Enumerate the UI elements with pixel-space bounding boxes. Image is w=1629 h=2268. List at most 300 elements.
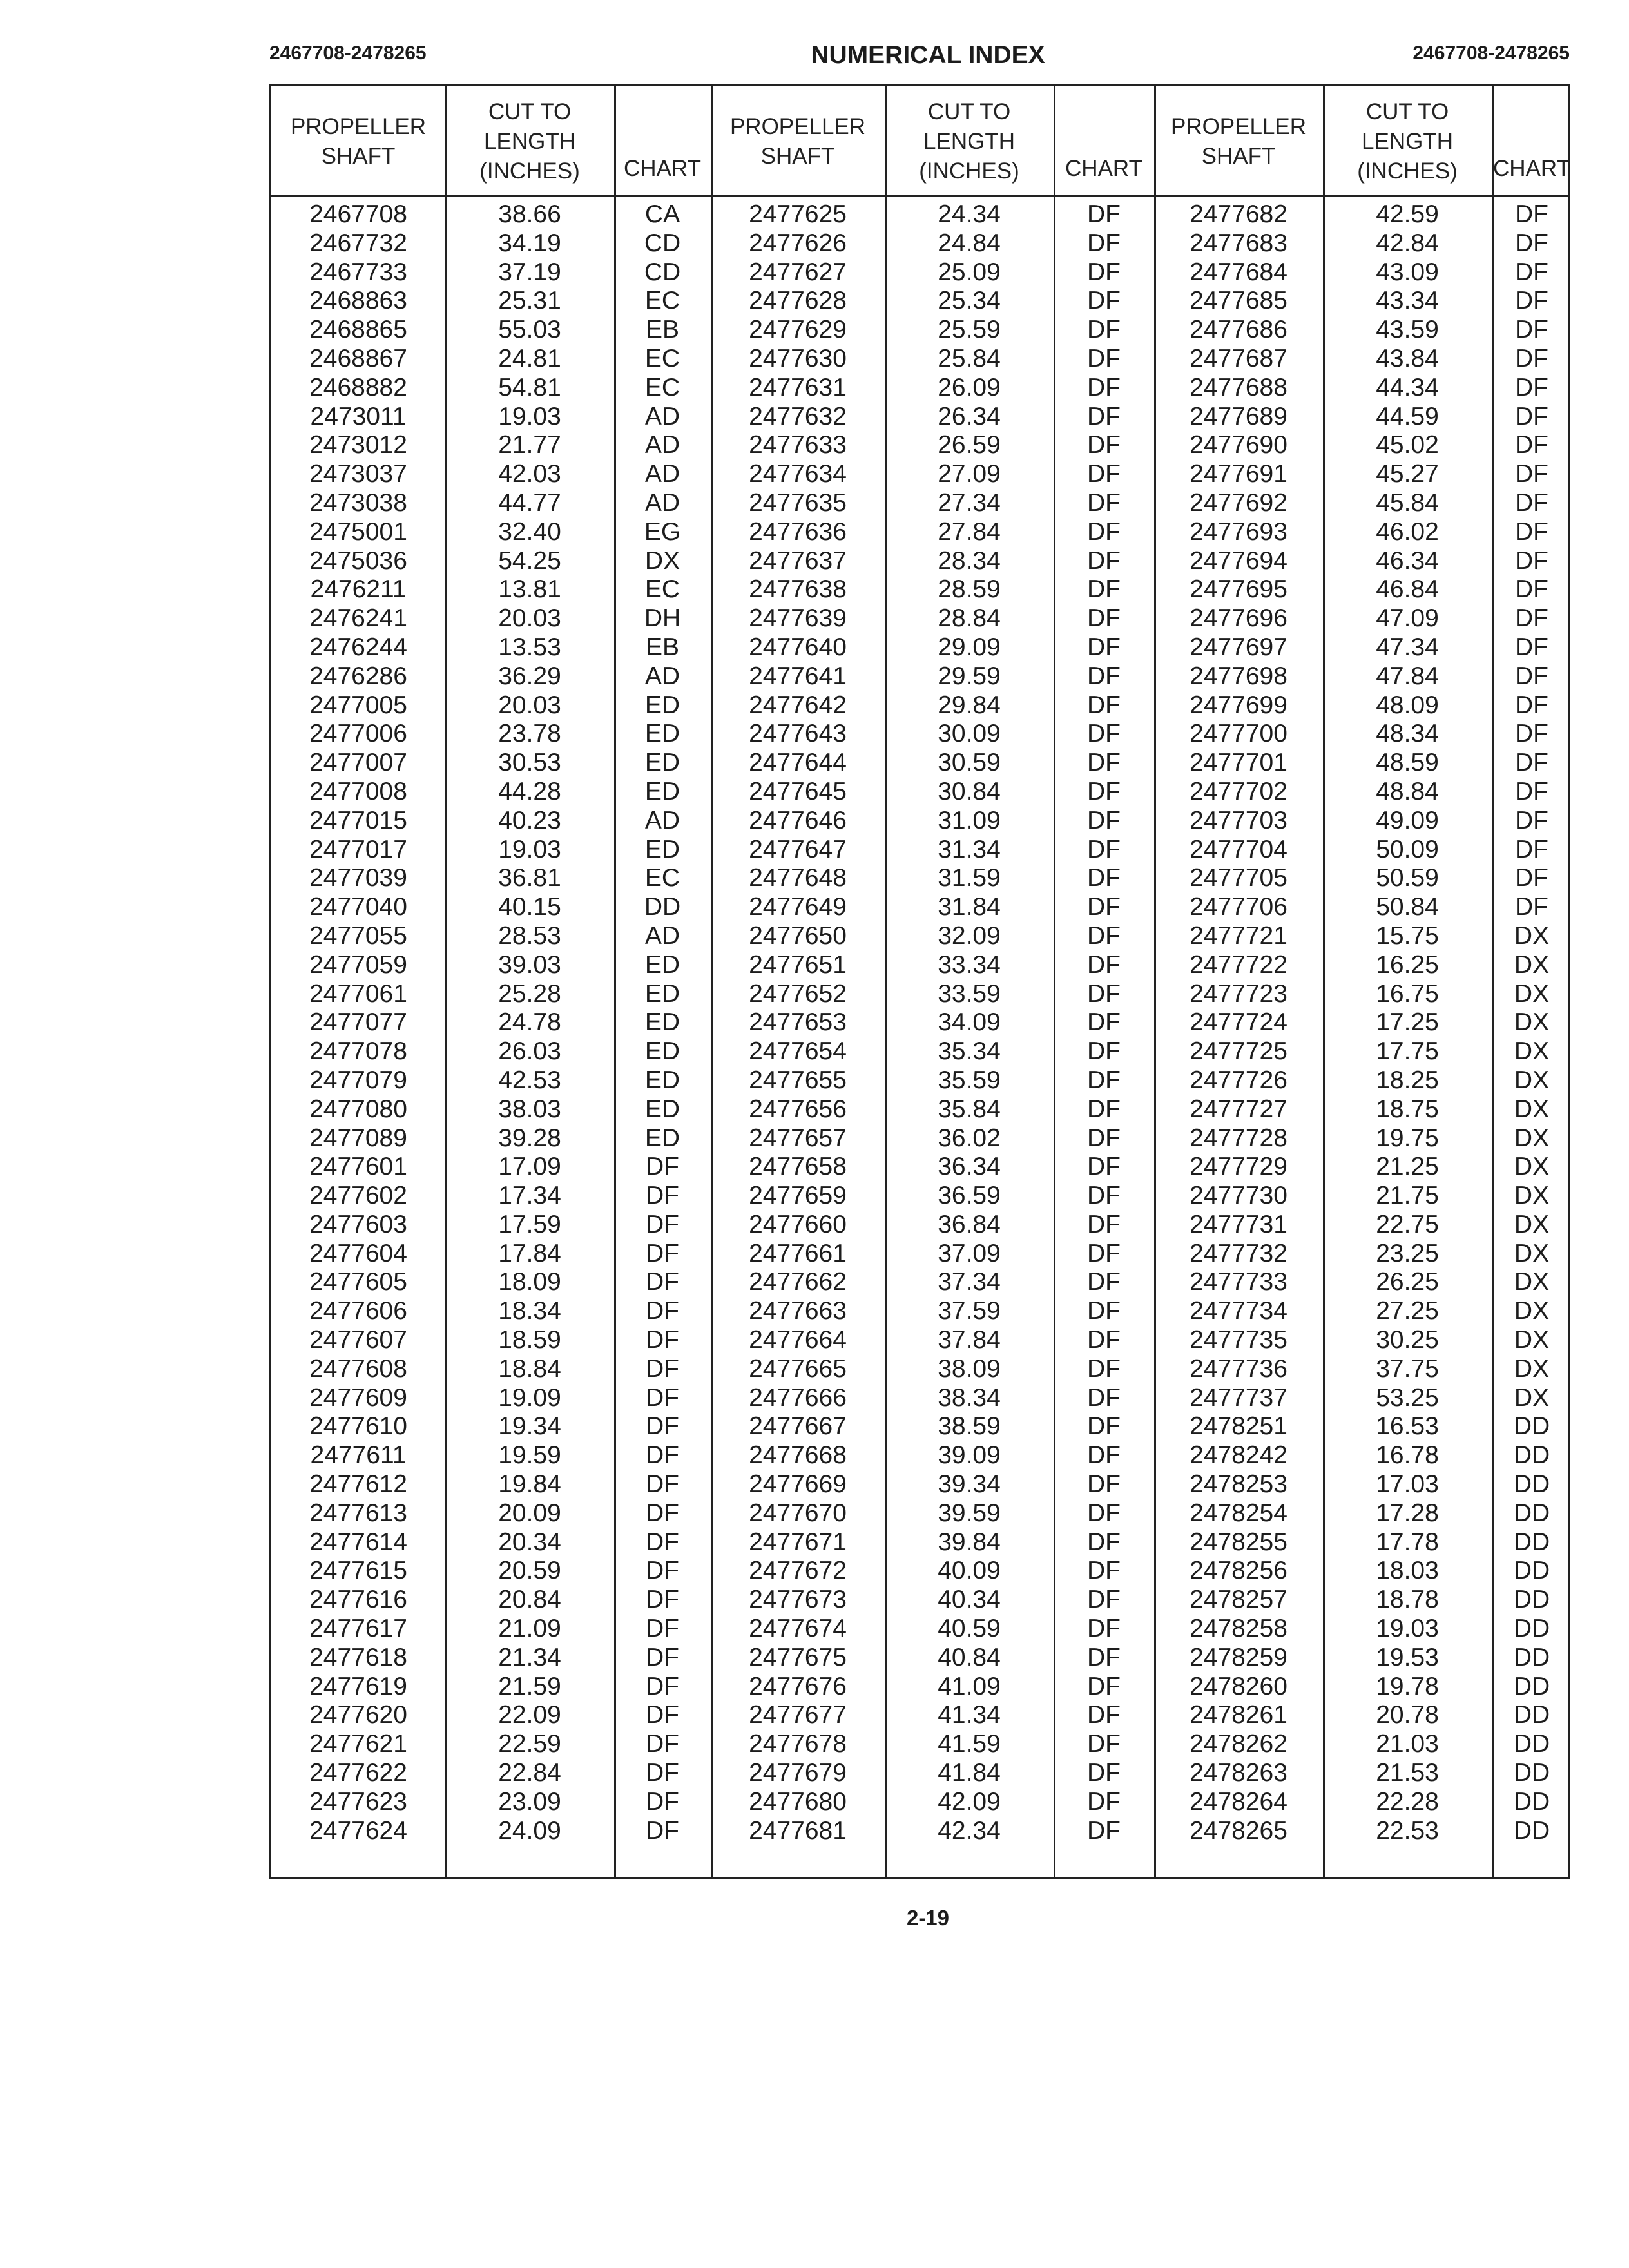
- propeller-shaft-cell: 2477735: [1190, 1326, 1287, 1354]
- chart-cell: EB: [645, 316, 680, 344]
- cut-length-cell: 30.09: [938, 720, 1001, 748]
- table-row: [711, 749, 1154, 778]
- chart-cell: DF: [1087, 1412, 1121, 1441]
- chart-cell: DF: [646, 1210, 679, 1238]
- cut-length-cell: 36.02: [938, 1124, 1001, 1152]
- col-head-line: CHART: [624, 156, 701, 181]
- table-row: [271, 1730, 711, 1759]
- cut-length-cell: 16.78: [1376, 1441, 1439, 1470]
- chart-cell: DX: [1514, 1037, 1550, 1066]
- chart-cell: DF: [1087, 1210, 1121, 1238]
- propeller-shaft-cell: 2477678: [749, 1730, 847, 1758]
- propeller-shaft-cell: 2477666: [749, 1383, 847, 1412]
- chart-cell: DF: [1087, 546, 1121, 575]
- table-row: [1154, 1730, 1572, 1759]
- propeller-shaft-cell: 2477625: [749, 200, 847, 228]
- cut-length-cell: 25.31: [498, 287, 561, 315]
- table-row: [711, 575, 1154, 604]
- cut-length-cell: 37.75: [1376, 1354, 1439, 1383]
- cut-length-cell: 17.09: [498, 1153, 561, 1181]
- table-row: [271, 1008, 711, 1037]
- chart-cell: DF: [1515, 777, 1548, 805]
- propeller-shaft-cell: 2478263: [1190, 1759, 1287, 1787]
- chart-cell: DF: [1515, 546, 1548, 575]
- chart-cell: EC: [644, 287, 680, 315]
- propeller-shaft-cell: 2478261: [1190, 1701, 1287, 1729]
- table-row: [271, 1355, 711, 1384]
- cut-length-cell: 44.59: [1376, 402, 1439, 430]
- propeller-shaft-cell: 2477664: [749, 1326, 847, 1354]
- cut-length-cell: 38.03: [498, 1095, 561, 1123]
- propeller-shaft-cell: 2477633: [749, 431, 847, 459]
- propeller-shaft-cell: 2477653: [749, 1008, 847, 1037]
- chart-cell: DX: [1514, 1268, 1550, 1296]
- cut-length-cell: 17.03: [1376, 1470, 1439, 1499]
- table-row: [271, 1211, 711, 1240]
- chart-cell: DF: [1087, 1470, 1121, 1499]
- cut-length-cell: 54.25: [498, 546, 561, 575]
- table-row: [1154, 633, 1572, 662]
- table-row: [271, 374, 711, 403]
- table-row: [711, 1673, 1154, 1702]
- cut-length-cell: 19.75: [1376, 1124, 1439, 1152]
- table-row: [711, 1153, 1154, 1182]
- propeller-shaft-cell: 2477672: [749, 1557, 847, 1585]
- cut-length-cell: 24.34: [938, 200, 1001, 228]
- cut-length-cell: 45.27: [1376, 460, 1439, 488]
- table-row: [711, 1817, 1154, 1846]
- table-row: [711, 547, 1154, 576]
- propeller-shaft-cell: 2477078: [309, 1037, 407, 1066]
- cut-length-cell: 28.34: [938, 546, 1001, 575]
- cut-length-cell: 30.25: [1376, 1326, 1439, 1354]
- table-row: [271, 316, 711, 345]
- propeller-shaft-cell: 2477619: [309, 1672, 407, 1700]
- cut-length-cell: 53.25: [1376, 1383, 1439, 1412]
- col-head-line: PROPELLER: [729, 114, 866, 139]
- propeller-shaft-cell: 2477676: [749, 1672, 847, 1700]
- table-row: [711, 1644, 1154, 1673]
- table-row: [271, 807, 711, 836]
- table-row: [1154, 518, 1572, 547]
- cut-length-cell: 18.03: [1376, 1557, 1439, 1585]
- col-head-propeller-shaft: [711, 93, 885, 190]
- propeller-shaft-cell: 2477628: [749, 287, 847, 315]
- chart-cell: AD: [644, 488, 680, 517]
- chart-cell: DX: [1514, 1354, 1550, 1383]
- table-row: [711, 345, 1154, 374]
- cut-length-cell: 18.75: [1376, 1095, 1439, 1123]
- cut-length-cell: 17.84: [498, 1239, 561, 1267]
- chart-cell: DF: [1087, 431, 1121, 459]
- propeller-shaft-cell: 2477618: [309, 1643, 407, 1671]
- table-row: [711, 1557, 1154, 1586]
- chart-cell: DX: [1514, 1182, 1550, 1210]
- chart-cell: DF: [1087, 1008, 1121, 1037]
- table-row: [271, 547, 711, 576]
- propeller-shaft-cell: 2477017: [309, 835, 407, 863]
- propeller-shaft-cell: 2477689: [1190, 402, 1287, 430]
- propeller-shaft-cell: 2477670: [749, 1499, 847, 1527]
- chart-cell: DF: [1087, 1730, 1121, 1758]
- cut-length-cell: 19.03: [498, 402, 561, 430]
- table-row: [1154, 1182, 1572, 1211]
- propeller-shaft-cell: 2477039: [309, 864, 407, 892]
- propeller-shaft-cell: 2468863: [309, 287, 407, 315]
- propeller-shaft-cell: 2477704: [1190, 835, 1287, 863]
- table-row: [271, 1586, 711, 1615]
- table-row: [271, 460, 711, 489]
- chart-cell: DF: [1515, 460, 1548, 488]
- chart-cell: DX: [1514, 1210, 1550, 1238]
- propeller-shaft-cell: 2477607: [309, 1326, 407, 1354]
- chart-cell: DF: [1515, 200, 1548, 228]
- table-row: [1154, 460, 1572, 489]
- table-row: [711, 1730, 1154, 1759]
- table-row: [1154, 345, 1572, 374]
- chart-cell: DF: [1087, 1586, 1121, 1614]
- table-row: [271, 922, 711, 951]
- propeller-shaft-cell: 2477059: [309, 950, 407, 979]
- cut-length-cell: 17.59: [498, 1210, 561, 1238]
- table-row: [711, 489, 1154, 518]
- propeller-shaft-cell: 2477649: [749, 893, 847, 921]
- chart-cell: DF: [1515, 691, 1548, 719]
- table-row: [1154, 1557, 1572, 1586]
- col-head-line: CHART: [1493, 156, 1570, 181]
- cut-length-cell: 28.53: [498, 921, 561, 950]
- propeller-shaft-cell: 2478259: [1190, 1643, 1287, 1671]
- table-row: [711, 951, 1154, 980]
- cut-length-cell: 40.23: [498, 806, 561, 834]
- propeller-shaft-cell: 2477609: [309, 1383, 407, 1412]
- propeller-shaft-cell: 2477648: [749, 864, 847, 892]
- table-row: [711, 1240, 1154, 1269]
- table-row: [1154, 1153, 1572, 1182]
- table-row: [271, 604, 711, 633]
- propeller-shaft-cell: 2477699: [1190, 691, 1287, 719]
- cut-length-cell: 25.84: [938, 344, 1001, 372]
- chart-cell: DF: [1087, 950, 1121, 979]
- cut-length-cell: 46.34: [1376, 546, 1439, 575]
- table-row: [1154, 1384, 1572, 1413]
- table-row: [1154, 1297, 1572, 1326]
- propeller-shaft-cell: 2477657: [749, 1124, 847, 1152]
- table-row: [711, 1211, 1154, 1240]
- propeller-shaft-cell: 2477725: [1190, 1037, 1287, 1066]
- cut-length-cell: 20.03: [498, 604, 561, 633]
- propeller-shaft-cell: 2477080: [309, 1095, 407, 1123]
- propeller-shaft-cell: 2477697: [1190, 633, 1287, 661]
- chart-cell: DX: [1514, 1326, 1550, 1354]
- propeller-shaft-cell: 2477688: [1190, 373, 1287, 401]
- chart-cell: DF: [1087, 1182, 1121, 1210]
- chart-cell: DF: [646, 1326, 679, 1354]
- table-row: [1154, 691, 1572, 720]
- cut-length-cell: 19.34: [498, 1412, 561, 1441]
- cut-length-cell: 39.28: [498, 1124, 561, 1152]
- table-row: [711, 633, 1154, 662]
- propeller-shaft-cell: 2477675: [749, 1643, 847, 1671]
- propeller-shaft-cell: 2477702: [1190, 777, 1287, 805]
- propeller-shaft-cell: 2477698: [1190, 662, 1287, 690]
- cut-length-cell: 21.03: [1376, 1730, 1439, 1758]
- cut-length-cell: 45.84: [1376, 488, 1439, 517]
- cut-length-cell: 43.34: [1376, 287, 1439, 315]
- cut-length-cell: 48.09: [1376, 691, 1439, 719]
- chart-cell: DF: [1087, 460, 1121, 488]
- propeller-shaft-cell: 2477681: [749, 1816, 847, 1845]
- propeller-shaft-cell: 2477061: [309, 979, 407, 1008]
- chart-cell: DD: [1513, 1730, 1550, 1758]
- propeller-shaft-cell: 2477726: [1190, 1066, 1287, 1094]
- propeller-shaft-cell: 2477660: [749, 1210, 847, 1238]
- chart-cell: AD: [644, 806, 680, 834]
- cut-length-cell: 21.09: [498, 1615, 561, 1643]
- chart-cell: ED: [644, 1124, 680, 1152]
- chart-cell: DD: [1513, 1672, 1550, 1700]
- propeller-shaft-cell: 2477732: [1190, 1239, 1287, 1267]
- chart-cell: EC: [644, 575, 680, 604]
- cut-length-cell: 40.59: [938, 1615, 1001, 1643]
- table-row: [1154, 1066, 1572, 1095]
- table-row: [1154, 1095, 1572, 1124]
- propeller-shaft-cell: 2477635: [749, 488, 847, 517]
- chart-cell: DF: [1087, 1095, 1121, 1123]
- chart-cell: DX: [1514, 1124, 1550, 1152]
- table-row: [711, 662, 1154, 691]
- cut-length-cell: 20.09: [498, 1499, 561, 1527]
- propeller-shaft-cell: 2477669: [749, 1470, 847, 1499]
- chart-cell: DF: [646, 1182, 679, 1210]
- propeller-shaft-cell: 2477616: [309, 1586, 407, 1614]
- propeller-shaft-cell: 2477612: [309, 1470, 407, 1499]
- chart-cell: DF: [646, 1672, 679, 1700]
- chart-cell: EC: [644, 344, 680, 372]
- table-row: [271, 1384, 711, 1413]
- propeller-shaft-cell: 2477692: [1190, 488, 1287, 517]
- cut-length-cell: 17.78: [1376, 1528, 1439, 1556]
- propeller-shaft-cell: 2478256: [1190, 1557, 1287, 1585]
- header-range-right: 2467708-2478265: [1412, 43, 1570, 64]
- propeller-shaft-cell: 2477687: [1190, 344, 1287, 372]
- chart-cell: CD: [644, 229, 681, 257]
- table-row: [271, 1095, 711, 1124]
- table-row: [271, 1615, 711, 1644]
- propeller-shaft-cell: 2477667: [749, 1412, 847, 1441]
- cut-length-cell: 16.75: [1376, 979, 1439, 1008]
- cut-length-cell: 22.84: [498, 1759, 561, 1787]
- chart-cell: DF: [1087, 921, 1121, 950]
- col-head-line: (INCHES): [479, 159, 580, 184]
- propeller-shaft-cell: 2477677: [749, 1701, 847, 1729]
- cut-length-cell: 26.09: [938, 373, 1001, 401]
- cut-length-cell: 37.84: [938, 1326, 1001, 1354]
- propeller-shaft-cell: 2475001: [309, 517, 407, 546]
- cut-length-cell: 50.09: [1376, 835, 1439, 863]
- chart-cell: DF: [1087, 749, 1121, 777]
- chart-cell: DF: [1515, 749, 1548, 777]
- col-head-line: SHAFT: [1201, 144, 1276, 169]
- table-row: [271, 1268, 711, 1297]
- cut-length-cell: 17.28: [1376, 1499, 1439, 1527]
- propeller-shaft-cell: 2477079: [309, 1066, 407, 1094]
- propeller-shaft-cell: 2477673: [749, 1586, 847, 1614]
- table-row: [711, 1066, 1154, 1095]
- cut-length-cell: 18.34: [498, 1297, 561, 1325]
- table-row: [1154, 720, 1572, 749]
- col-head-line: (INCHES): [919, 159, 1019, 184]
- chart-cell: EG: [644, 517, 681, 546]
- propeller-shaft-cell: 2477662: [749, 1268, 847, 1296]
- chart-cell: DF: [1087, 1239, 1121, 1267]
- cut-length-cell: 41.84: [938, 1759, 1001, 1787]
- propeller-shaft-cell: 2477652: [749, 979, 847, 1008]
- cut-length-cell: 31.09: [938, 806, 1001, 834]
- propeller-shaft-cell: 2477606: [309, 1297, 407, 1325]
- cut-length-cell: 20.78: [1376, 1701, 1439, 1729]
- propeller-shaft-cell: 2477610: [309, 1412, 407, 1441]
- table-row: [711, 1788, 1154, 1817]
- chart-cell: DD: [1513, 1499, 1550, 1527]
- chart-cell: DF: [1515, 835, 1548, 863]
- table-row: [271, 980, 711, 1009]
- chart-cell: ED: [644, 835, 680, 863]
- propeller-shaft-cell: 2477684: [1190, 258, 1287, 286]
- chart-cell: DF: [1087, 1816, 1121, 1845]
- table-row: [271, 575, 711, 604]
- table-row: [271, 951, 711, 980]
- propeller-shaft-cell: 2477613: [309, 1499, 407, 1527]
- chart-cell: DF: [1515, 316, 1548, 344]
- table-row: [711, 200, 1154, 229]
- cut-length-cell: 39.09: [938, 1441, 1001, 1470]
- propeller-shaft-cell: 2477603: [309, 1210, 407, 1238]
- chart-cell: CA: [644, 200, 680, 228]
- table-row: [271, 403, 711, 432]
- propeller-shaft-cell: 2477617: [309, 1615, 407, 1643]
- col-head-line: CUT TO: [1365, 99, 1449, 124]
- chart-cell: DF: [1087, 1615, 1121, 1643]
- cut-length-cell: 20.59: [498, 1557, 561, 1585]
- propeller-shaft-cell: 2477627: [749, 258, 847, 286]
- table-row: [711, 1470, 1154, 1499]
- cut-length-cell: 27.34: [938, 488, 1001, 517]
- cut-length-cell: 23.09: [498, 1787, 561, 1816]
- propeller-shaft-cell: 2477638: [749, 575, 847, 604]
- cut-length-cell: 37.09: [938, 1239, 1001, 1267]
- propeller-shaft-cell: 2477683: [1190, 229, 1287, 257]
- table-row: [271, 1326, 711, 1355]
- propeller-shaft-cell: 2477015: [309, 806, 407, 834]
- chart-cell: DF: [1087, 200, 1121, 228]
- chart-cell: DF: [1087, 604, 1121, 633]
- table-row: [271, 893, 711, 922]
- cut-length-cell: 31.34: [938, 835, 1001, 863]
- cut-length-cell: 13.53: [498, 633, 561, 661]
- chart-cell: DF: [646, 1787, 679, 1816]
- chart-cell: DF: [1087, 1037, 1121, 1066]
- table-row: [1154, 1470, 1572, 1499]
- cut-length-cell: 37.34: [938, 1268, 1001, 1296]
- chart-cell: DX: [1514, 1095, 1550, 1123]
- propeller-shaft-cell: 2477724: [1190, 1008, 1287, 1037]
- col-head-line: PROPELLER: [1170, 114, 1307, 139]
- cut-length-cell: 20.34: [498, 1528, 561, 1556]
- propeller-shaft-cell: 2477701: [1190, 749, 1287, 777]
- propeller-shaft-cell: 2477632: [749, 402, 847, 430]
- table-row: [271, 1066, 711, 1095]
- cut-length-cell: 39.34: [938, 1470, 1001, 1499]
- propeller-shaft-cell: 2477624: [309, 1816, 407, 1845]
- cut-length-cell: 31.59: [938, 864, 1001, 892]
- table-row: [1154, 403, 1572, 432]
- cut-length-cell: 42.53: [498, 1066, 561, 1094]
- chart-cell: DF: [646, 1586, 679, 1614]
- propeller-shaft-cell: 2477634: [749, 460, 847, 488]
- cut-length-cell: 18.25: [1376, 1066, 1439, 1094]
- table-row: [1154, 287, 1572, 316]
- chart-cell: DX: [1514, 1008, 1550, 1037]
- table-row: [1154, 749, 1572, 778]
- table-row: [711, 518, 1154, 547]
- table-row: [271, 1557, 711, 1586]
- chart-cell: ED: [644, 950, 680, 979]
- chart-cell: DF: [1087, 1701, 1121, 1729]
- propeller-shaft-cell: 2477696: [1190, 604, 1287, 633]
- cut-length-cell: 33.34: [938, 950, 1001, 979]
- propeller-shaft-cell: 2477089: [309, 1124, 407, 1152]
- cut-length-cell: 19.78: [1376, 1672, 1439, 1700]
- cut-length-cell: 13.81: [498, 575, 561, 604]
- cut-length-cell: 48.84: [1376, 777, 1439, 805]
- cut-length-cell: 20.84: [498, 1586, 561, 1614]
- index-block-3: [1154, 86, 1572, 1877]
- chart-cell: DF: [1087, 1066, 1121, 1094]
- chart-cell: DF: [1515, 662, 1548, 690]
- table-row: [271, 1759, 711, 1788]
- col-head-line: CUT TO: [488, 99, 572, 124]
- table-row: [271, 200, 711, 229]
- table-row: [711, 1412, 1154, 1441]
- propeller-shaft-cell: 2477608: [309, 1354, 407, 1383]
- chart-cell: DF: [1087, 691, 1121, 719]
- table-row: [1154, 893, 1572, 922]
- table-row: [711, 1441, 1154, 1470]
- table-row: [711, 1499, 1154, 1528]
- propeller-shaft-cell: 2477656: [749, 1095, 847, 1123]
- cut-length-cell: 21.77: [498, 431, 561, 459]
- col-head-chart: [1492, 93, 1572, 184]
- cut-length-cell: 17.34: [498, 1182, 561, 1210]
- chart-cell: ED: [644, 691, 680, 719]
- propeller-shaft-cell: 2468865: [309, 316, 407, 344]
- cut-length-cell: 16.25: [1376, 950, 1439, 979]
- chart-cell: DF: [646, 1615, 679, 1643]
- chart-cell: AD: [644, 460, 680, 488]
- cut-length-cell: 26.03: [498, 1037, 561, 1066]
- table-row: [1154, 1124, 1572, 1153]
- chart-cell: AD: [644, 431, 680, 459]
- propeller-shaft-cell: 2473037: [309, 460, 407, 488]
- cut-length-cell: 18.09: [498, 1268, 561, 1296]
- cut-length-cell: 38.34: [938, 1383, 1001, 1412]
- cut-length-cell: 36.81: [498, 864, 561, 892]
- table-row: [1154, 200, 1572, 229]
- chart-cell: DF: [646, 1701, 679, 1729]
- chart-cell: DF: [1087, 1528, 1121, 1556]
- table-row: [711, 807, 1154, 836]
